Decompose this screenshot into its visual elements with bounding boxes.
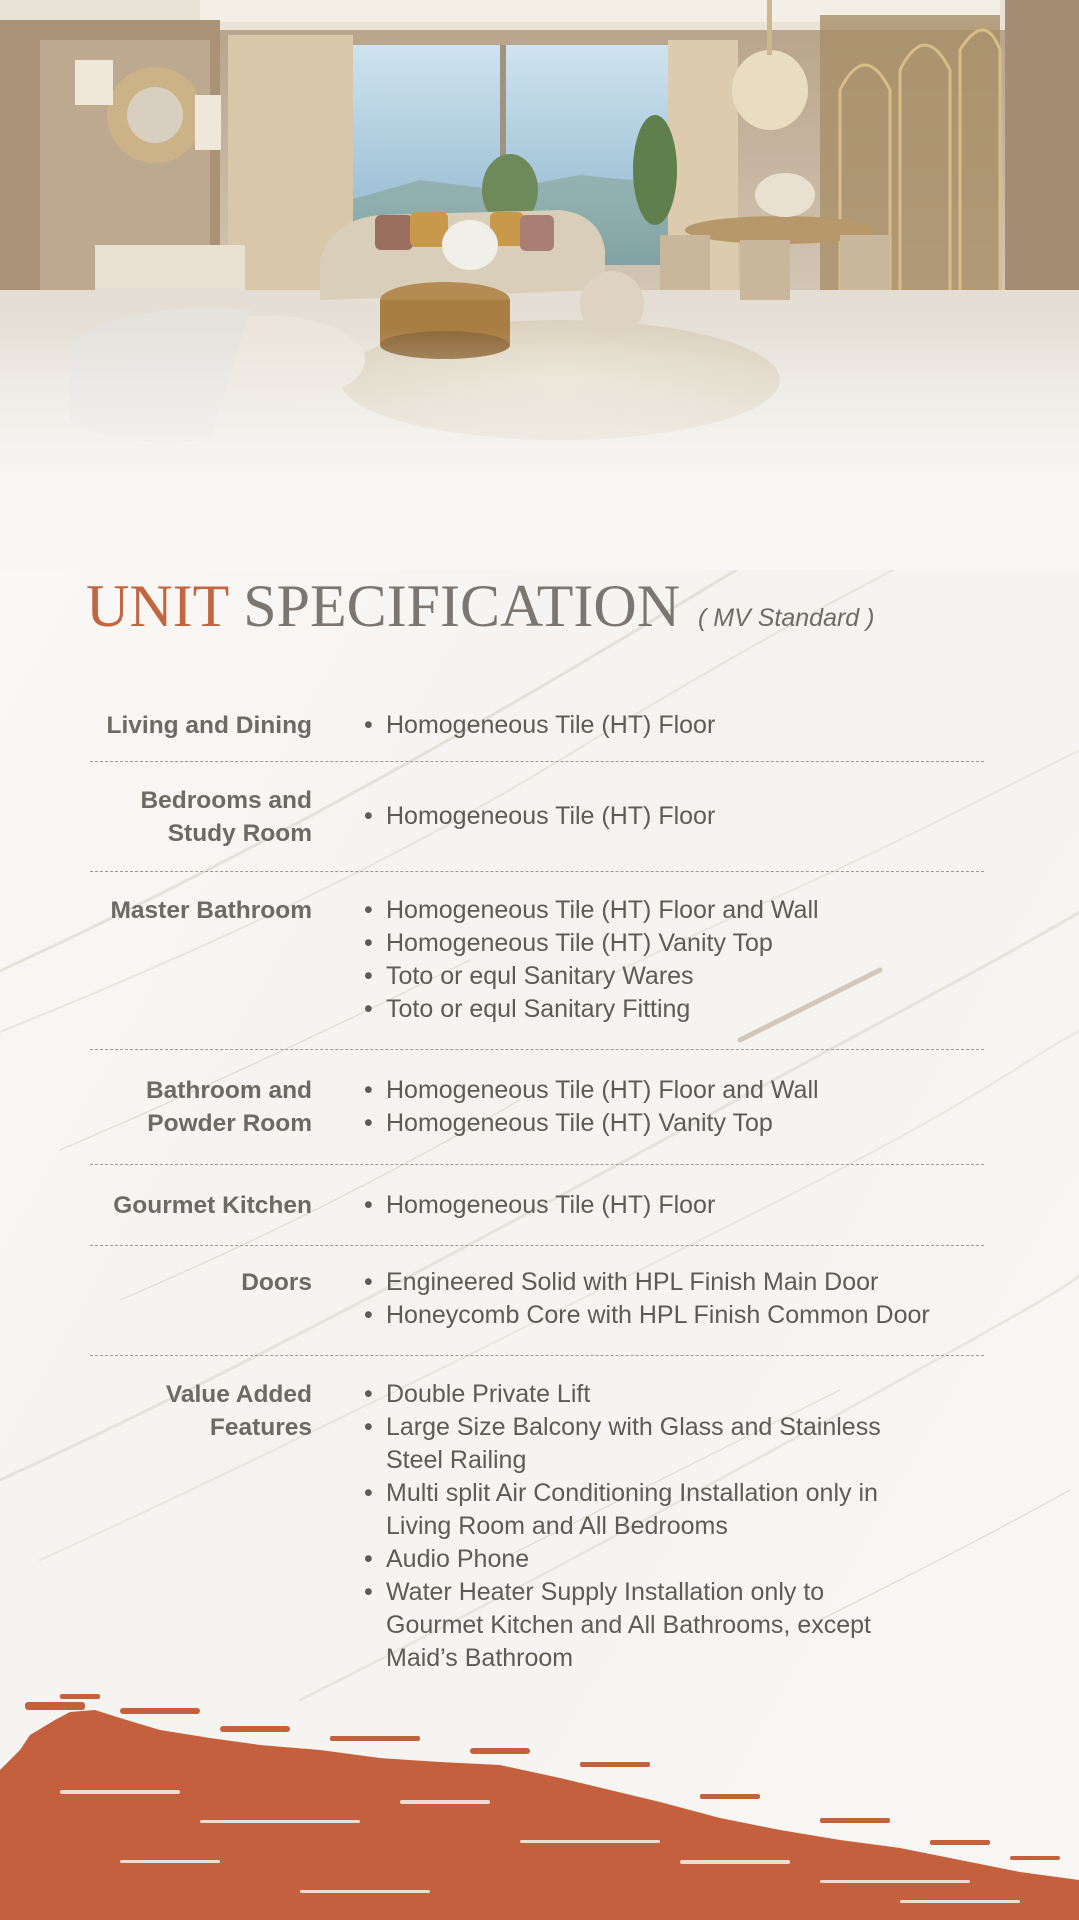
brush-stroke	[0, 1690, 1079, 1920]
spec-item: • Homogeneous Tile (HT) Floor	[364, 709, 984, 742]
spec-item: • Engineered Solid with HPL Finish Main Door	[364, 1266, 984, 1299]
spec-label	[90, 1266, 312, 1299]
spec-items	[364, 800, 984, 833]
spec-item: • Double Private Lift	[364, 1378, 904, 1411]
spec-label-line: Bathroom and	[145, 1077, 312, 1104]
spec-label	[90, 784, 312, 850]
spec-label-line: Value Added	[165, 1381, 312, 1408]
spec-label	[90, 1378, 312, 1444]
spec-row-master-bathroom	[90, 872, 984, 1050]
spec-items	[364, 709, 984, 742]
spec-label-line: Features	[209, 1414, 312, 1441]
spec-row-bedrooms	[90, 762, 984, 872]
spec-row-gourmet-kitchen	[90, 1165, 984, 1246]
spec-label-line: Bedrooms and	[140, 786, 312, 814]
spec-label-line: Gourmet Kitchen	[113, 1191, 312, 1219]
spec-item: • Honeycomb Core with HPL Finish Common Door	[364, 1299, 984, 1332]
spec-label	[90, 1074, 312, 1140]
spec-label-line: Study Room	[167, 819, 312, 847]
title-main: SPECIFICATION	[243, 573, 681, 639]
spec-item: • Toto or equl Sanitary Wares	[364, 960, 984, 993]
spec-items	[364, 1266, 984, 1332]
spec-row-bathroom-powder	[90, 1050, 984, 1165]
title-subtitle: ( MV Standard )	[698, 604, 875, 632]
spec-items	[364, 1074, 984, 1140]
spec-item: • Multi split Air Conditioning Installation only in Living Room and All Bedrooms	[364, 1477, 904, 1543]
spec-item: • Audio Phone	[364, 1543, 904, 1576]
spec-label	[90, 1189, 312, 1222]
spec-row-living-dining	[90, 690, 984, 762]
spec-item: • Homogeneous Tile (HT) Floor	[364, 1189, 984, 1222]
spec-item: • Homogeneous Tile (HT) Vanity Top	[364, 927, 984, 960]
spec-label	[90, 709, 312, 742]
title-highlight: UNIT	[86, 573, 230, 639]
spec-item: • Homogeneous Tile (HT) Floor and Wall	[364, 1074, 984, 1107]
spec-label-line: Master Bathroom	[110, 897, 312, 924]
spec-label-line: Doors	[241, 1269, 312, 1296]
spec-label-line: Powder Room	[147, 1110, 312, 1137]
spec-row-value-added	[90, 1356, 984, 1675]
spec-table	[90, 690, 984, 1675]
spec-items	[364, 1189, 984, 1222]
spec-item: • Homogeneous Tile (HT) Floor and Wall	[364, 894, 984, 927]
spec-item: • Homogeneous Tile (HT) Vanity Top	[364, 1107, 984, 1140]
spec-item: • Toto or equl Sanitary Fitting	[364, 993, 984, 1026]
photo-fade	[0, 330, 1079, 570]
spec-label	[90, 894, 312, 927]
spec-item: • Water Heater Supply Installation only to Gourmet Kitchen and All Bathrooms, except Maid’s Bathroom	[364, 1576, 904, 1675]
page-title	[86, 572, 1046, 642]
spec-item: • Homogeneous Tile (HT) Floor	[364, 800, 984, 833]
spec-items	[364, 1378, 904, 1675]
spec-items	[364, 894, 984, 1026]
spec-row-doors	[90, 1246, 984, 1356]
spec-item: • Large Size Balcony with Glass and Stainless Steel Railing	[364, 1411, 904, 1477]
spec-label-line: Living and Dining	[106, 712, 312, 739]
